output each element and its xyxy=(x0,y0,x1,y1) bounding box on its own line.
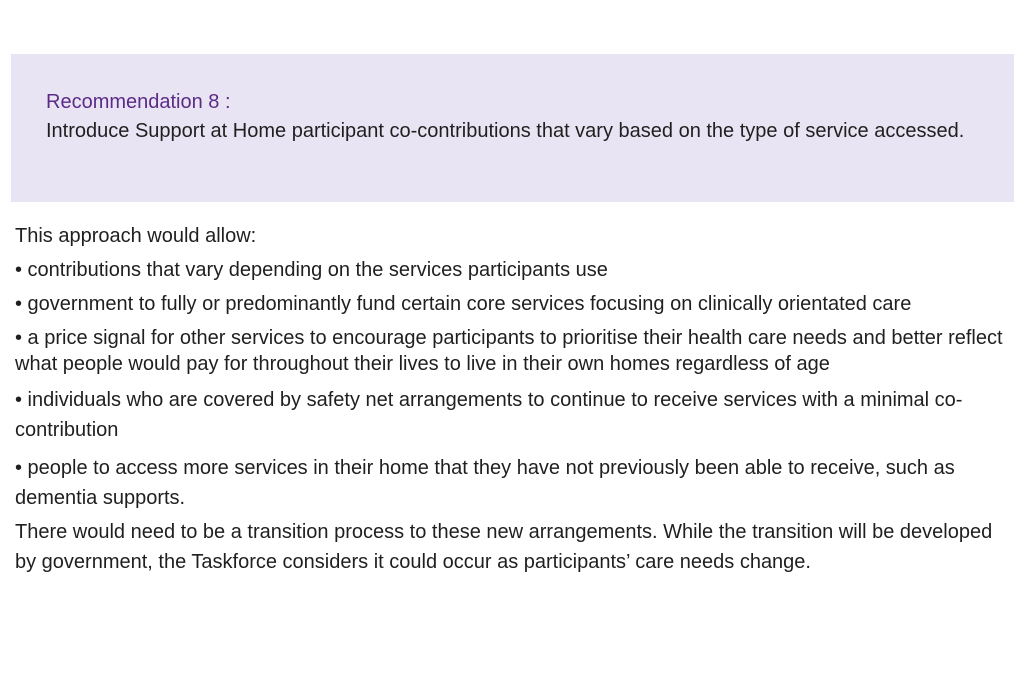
bullet-item-2: • government to fully or predominantly fund certain core services focusing on clinically orientated care xyxy=(15,293,912,315)
intro-text: This approach would allow: xyxy=(15,225,257,247)
bullet-item-5: • people to access more services in their home that they have not previously been able to receive, such as dementia supports. xyxy=(15,457,955,509)
bullet-item-4: • individuals who are covered by safety net arrangements to continue to receive services with a minimal co-contribution xyxy=(15,389,963,441)
body-section xyxy=(15,223,1005,577)
bullet-item-3: • a price signal for other services to encourage participants to prioritise their health care needs and better reflect what people would pay for throughout their lives to live in their own homes regardless of age xyxy=(15,327,1003,375)
recommendation-text: Introduce Support at Home participant co-contributions that vary based on the type of service accessed. xyxy=(46,120,965,142)
bullet-item-1: • contributions that vary depending on the services participants use xyxy=(15,259,608,281)
recommendation-box xyxy=(11,54,1014,202)
recommendation-heading: Recommendation 8 : xyxy=(46,91,231,113)
closing-paragraph: There would need to be a transition process to these new arrangements. While the transition will be developed by government, the Taskforce considers it could occur as participants’ care needs change. xyxy=(15,521,993,573)
